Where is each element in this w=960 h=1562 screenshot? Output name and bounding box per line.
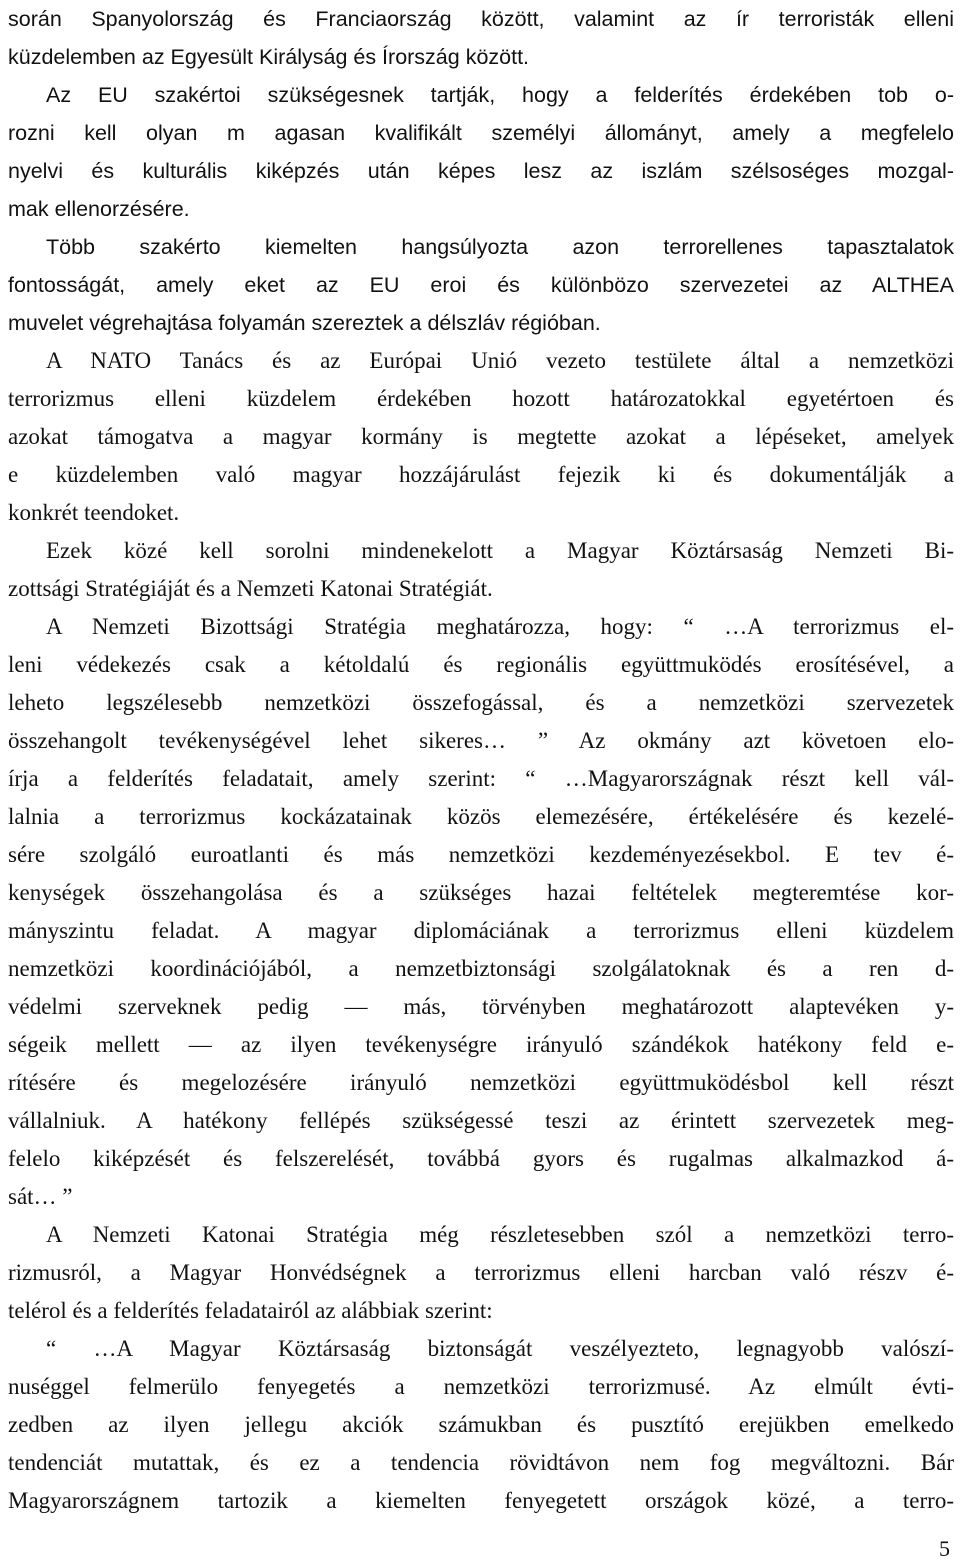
text-line: A Nemzeti Katonai Stratégia még részletesebben szól a nemzetközi terro- xyxy=(46,1222,954,1247)
text-line: “ …A Magyar Köztársaság biztonságát veszélyezteto, legnagyobb valószí- xyxy=(46,1336,954,1361)
text-line: ségeik mellett — az ilyen tevékenységre irányuló szándékok hatékony feld e- xyxy=(8,1032,954,1057)
text-line: zedben az ilyen jellegu akciók számukban és pusztító erejükben emelkedo xyxy=(8,1412,954,1437)
text-line: felelo kiképzését és felszerelését, továbbá gyors és rugalmas alkalmazkod á- xyxy=(8,1146,954,1171)
text-line: e küzdelemben való magyar hozzájárulást fejezik ki és dokumentálják a xyxy=(8,462,954,487)
text-line: rítésére és megelozésére irányuló nemzetközi együttmuködésbol kell részt xyxy=(8,1070,954,1095)
text-line: összehangolt tevékenységével lehet sikeres… ” Az okmány azt követoen elo- xyxy=(8,728,954,753)
text-line: zottsági Stratégiáját és a Nemzeti Katonai Stratégiát. xyxy=(8,576,493,601)
text-line: konkrét teendoket. xyxy=(8,500,180,525)
text-line: rizmusról, a Magyar Honvédségnek a terrorizmus elleni harcban való részv é- xyxy=(8,1260,954,1285)
text-line: rozni kell olyan m agasan kvalifikált személyi állományt, amely a megfelelo xyxy=(8,121,954,145)
text-line: A NATO Tanács és az Európai Unió vezeto testülete által a nemzetközi xyxy=(46,348,954,373)
text-line: nemzetközi koordinációjából, a nemzetbiztonsági szolgálatoknak és a ren d- xyxy=(8,956,954,981)
text-line: fontosságát, amely eket az EU eroi és különbözo szervezetei az ALTHEA xyxy=(8,273,954,297)
text-line: mak ellenorzésére. xyxy=(8,197,190,221)
text-line: Ezek közé kell sorolni mindenekelott a Magyar Köztársaság Nemzeti Bi- xyxy=(46,538,954,563)
text-line: A Nemzeti Bizottsági Stratégia meghatározza, hogy: “ …A terrorizmus el- xyxy=(46,614,954,639)
text-line: mányszintu feladat. A magyar diplomáciának a terrorizmus elleni küzdelem xyxy=(8,918,954,943)
text-line: Az EU szakértoi szükségesnek tartják, hogy a felderítés érdekében tob o- xyxy=(46,83,954,107)
text-line: terrorizmus elleni küzdelem érdekében hozott határozatokkal egyetértoen és xyxy=(8,386,954,411)
text-line: kenységek összehangolása és a szükséges hazai feltételek megteremtése kor- xyxy=(8,880,954,905)
text-line: muvelet végrehajtása folyamán szereztek a délszláv régióban. xyxy=(8,311,601,335)
text-line: vállalniuk. A hatékony fellépés szükségessé teszi az érintett szervezetek meg- xyxy=(8,1108,954,1133)
text-line: azokat támogatva a magyar kormány is megtette azokat a lépéseket, amelyek xyxy=(8,424,954,449)
text-line: írja a felderítés feladatait, amely szerint: “ …Magyarországnak részt kell vál- xyxy=(8,766,954,791)
text-line: tendenciát mutattak, és ez a tendencia rövidtávon nem fog megváltozni. Bár xyxy=(8,1450,954,1475)
text-line: leni védekezés csak a kétoldalú és regionális együttmuködés erosítésével, a xyxy=(8,652,954,677)
text-line: Magyarországnem tartozik a kiemelten fenyegetett országok közé, a terro- xyxy=(8,1488,954,1513)
text-line: lalnia a terrorizmus kockázatainak közös elemezésére, értékelésére és kezelé- xyxy=(8,804,954,829)
text-line: során Spanyolország és Franciaország között, valamint az ír terroristák elleni xyxy=(8,7,954,31)
text-line: leheto legszélesebb nemzetközi összefogással, és a nemzetközi szervezetek xyxy=(8,690,954,715)
text-line: nuséggel felmerülo fenyegetés a nemzetközi terrorizmusé. Az elmúlt évti- xyxy=(8,1374,954,1399)
text-line: küzdelemben az Egyesült Királyság és Írország között. xyxy=(8,45,530,69)
text-line: sére szolgáló euroatlanti és más nemzetközi kezdeményezésekbol. E tev é- xyxy=(8,842,954,867)
text-line: sát… ” xyxy=(8,1184,73,1209)
page-number: 5 xyxy=(939,1536,950,1561)
text-line: telérol és a felderítés feladatairól az alábbiak szerint: xyxy=(8,1298,493,1323)
text-line: védelmi szerveknek pedig — más, törvényben meghatározott alaptevéken y- xyxy=(8,994,954,1019)
text-line: Több szakérto kiemelten hangsúlyozta azon terrorellenes tapasztalatok xyxy=(46,235,954,259)
text-line: nyelvi és kulturális kiképzés után képes lesz az iszlám szélsoséges mozgal- xyxy=(8,159,954,183)
body-text xyxy=(8,0,954,1520)
